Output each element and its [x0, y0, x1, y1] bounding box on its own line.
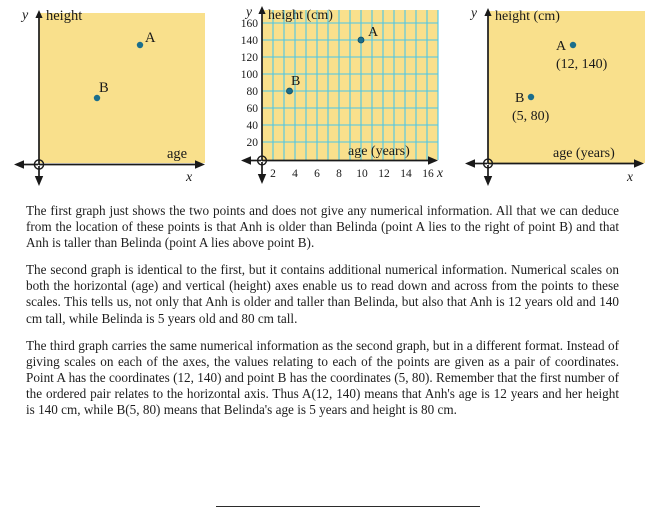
graph-3-x-axis-label: age (years): [553, 146, 615, 161]
graph-2-x-tick-3: 8: [336, 168, 342, 180]
graph-2-y-symbol: y: [246, 4, 252, 19]
graph-2-point-a: [358, 37, 364, 43]
graph-1-y-axis-arrow-down: [35, 176, 43, 186]
graph-1-label-a: A: [145, 30, 156, 46]
graph-1-label-b: B: [99, 80, 109, 96]
graph-1-x-axis-arrow-left: [14, 160, 24, 168]
graph-3-label-b: B: [515, 91, 525, 106]
graph-1-plot-area: [39, 13, 205, 163]
graph-2-x-tick-5: 12: [378, 168, 390, 180]
footer-divider: [216, 506, 480, 507]
graph-3-point-b: [528, 94, 534, 100]
graph-2-y-tick-4: 100: [240, 69, 258, 81]
paragraph-first-graph: The first graph just shows the two points and does not give any numerical information. All that we can deduce from the location of these points is that Anh is older than Belinda (point A lies to the right of point B) and that Anh is taller than Belinda (point A lies above point B).: [26, 203, 619, 251]
graph-2-y-tick-1: 40: [246, 120, 258, 132]
graph-2-x-axis-arrow-left: [241, 156, 251, 164]
graph-1-point-a: [137, 42, 143, 48]
figure-strip: [0, 0, 645, 195]
graph-2-y-tick-3: 80: [246, 86, 258, 98]
graph-3-label-a: A: [556, 39, 567, 54]
graph-3-y-symbol: y: [471, 5, 477, 20]
graph-3-plot-area: [488, 11, 645, 163]
graph-1-y-symbol: y: [22, 8, 29, 23]
graph-2-label-a: A: [368, 25, 379, 40]
paragraph-third-graph: The third graph carries the same numerical information as the second graph, but in a different format. Instead of giving scales on each of the axes, the values relating to each of the points are given as a pair of coordinates. Point A has the coordinates (12, 140) and point B has the coordinates (5, 80). Remember that the first number of the ordered pair relates to the horizontal axis. Thus A(12, 140) means that Anh's age is 12 years and her height is 140 cm, while B(5, 80) means that Belinda's age is 5 years and height is 80 cm.: [26, 337, 619, 418]
graph-3-coordinates: [450, 0, 645, 195]
graph-3-y-axis-label: height (cm): [495, 9, 560, 24]
graph-2-y-tick-0: 20: [246, 137, 258, 149]
graph-3-coordinate-a: (12, 140): [556, 57, 608, 72]
graph-2-x-tick-1: 4: [292, 168, 298, 180]
graph-1-no-scale: [0, 0, 215, 195]
graph-1-y-axis-label: height: [46, 8, 83, 24]
graph-2-y-tick-5: 120: [240, 52, 258, 64]
graph-2-x-tick-labels: [270, 168, 434, 180]
graph-3-x-symbol: x: [627, 169, 633, 184]
graph-2-y-tick-2: 60: [246, 103, 258, 115]
explanatory-text: [26, 203, 619, 418]
graph-1-x-symbol: x: [186, 170, 193, 185]
graph-2-with-scales: [240, 0, 445, 195]
graph-3-x-axis-arrow-left: [465, 159, 475, 167]
paragraph-second-graph: The second graph is identical to the first, but it contains additional numerical information. Numerical scales on both the horizontal (age) and vertical (height) axes enable us to read down and across from the points to these scales. This tells us, not only that Anh is older and taller than Belinda, but also that Anh is 12 years old and 140 cm tall, while Belinda is 5 years old and 80 cm tall.: [26, 262, 619, 326]
graph-2-x-tick-4: 10: [356, 168, 368, 180]
graph-2-y-tick-6: 140: [240, 35, 258, 47]
graph-3-point-a: [570, 42, 576, 48]
graph-3-coordinate-b: (5, 80): [512, 109, 550, 124]
graph-2-x-symbol: x: [437, 165, 443, 180]
graph-3-canvas: [450, 0, 645, 195]
graph-3-y-axis-arrow-down: [484, 176, 492, 186]
graph-2-x-tick-7: 16: [422, 168, 434, 180]
graph-2-y-axis-label: height (cm): [268, 8, 333, 23]
graph-2-y-tick-labels: [241, 18, 259, 149]
graph-2-label-b: B: [291, 74, 301, 89]
graph-2-y-tick-7: 160: [240, 18, 258, 30]
graph-1-canvas: [0, 0, 215, 195]
graph-1-x-axis-label: age: [167, 146, 188, 162]
graph-2-canvas: [240, 0, 445, 195]
graph-2-x-tick-0: 2: [270, 168, 276, 180]
graph-2-y-axis-arrow-down: [258, 174, 266, 184]
graph-2-x-tick-2: 6: [314, 168, 320, 180]
graph-2-x-tick-6: 14: [400, 168, 412, 180]
graph-2-x-axis-label: age (years): [348, 144, 410, 159]
